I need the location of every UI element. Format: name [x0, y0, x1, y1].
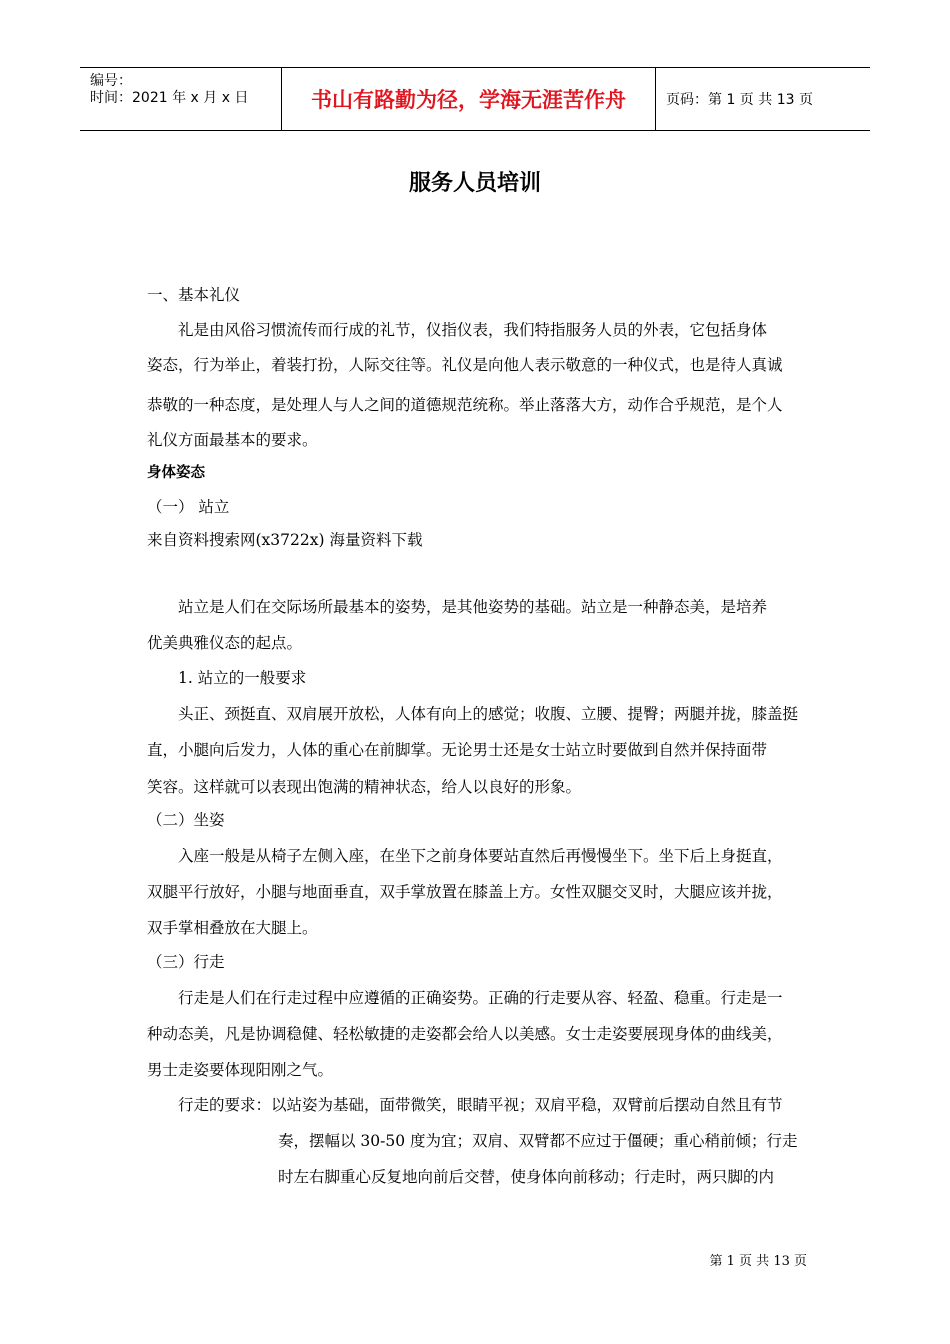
header-motto: 书山有路勤为径，学海无涯苦作舟: [281, 68, 656, 130]
paragraph-line: 双腿平行放好，小腿与地面垂直，双手掌放置在膝盖上方。女性双腿交叉时，大腿应该并拢，: [147, 883, 783, 901]
paragraph-line: 直，小腿向后发力，人体的重心在前脚掌。无论男士还是女士站立时要做到自然并保持面带: [147, 741, 768, 759]
subheading: （一） 站立: [147, 498, 230, 516]
paragraph-line: 行走的要求：以站姿为基础，面带微笑，眼睛平视；双肩平稳，双臂前后摆动自然且有节: [178, 1096, 783, 1114]
page-header: [80, 67, 870, 131]
paragraph-line: 男士走姿要体现阳刚之气。: [147, 1061, 334, 1079]
paragraph-line: 种动态美，凡是协调稳健、轻松敏捷的走姿都会给人以美感。女士走姿要展现身体的曲线美，: [147, 1025, 783, 1043]
paragraph-line: 恭敬的一种态度，是处理人与人之间的道德规范统称。举止落落大方，动作合乎规范，是个人: [147, 396, 783, 414]
paragraph-line: 奏，摆幅以 30-50 度为宜；双肩、双臂都不应过于僵硬；重心稍前倾；行走: [278, 1132, 798, 1150]
paragraph-line: 头正、颈挺直、双肩展开放松，人体有向上的感觉；收腹、立腰、提臀；两腿并拢，膝盖挺: [178, 705, 799, 723]
paragraph-line: 礼是由风俗习惯流传而行成的礼节，仪指仪表，我们特指服务人员的外表，它包括身体: [178, 321, 768, 339]
header-time: 时间：2021 年 x 月 x 日: [90, 90, 249, 106]
paragraph-line: 站立是人们在交际场所最基本的姿势，是其他姿势的基础。站立是一种静态美，是培养: [178, 598, 768, 616]
subheading: （三）行走: [147, 953, 225, 971]
page-footer: 第 1 页 共 13 页: [709, 1254, 807, 1269]
paragraph-line: 双手掌相叠放在大腿上。: [147, 919, 318, 937]
paragraph-line: 姿态，行为举止，着装打扮，人际交往等。礼仪是向他人表示敬意的一种仪式，也是待人真诚: [147, 356, 783, 374]
paragraph-line: 入座一般是从椅子左侧入座，在坐下之前身体要站直然后再慢慢坐下。坐下后上身挺直，: [178, 847, 783, 865]
paragraph-line: 时左右脚重心反复地向前后交替，使身体向前移动；行走时，两只脚的内: [278, 1168, 775, 1186]
subheading: 1. 站立的一般要求: [178, 669, 307, 687]
header-page-info: 页码：第 1 页 共 13 页: [666, 92, 813, 108]
section-heading: 一、基本礼仪: [147, 286, 241, 304]
paragraph-line: 礼仪方面最基本的要求。: [147, 431, 318, 449]
header-meta: [80, 68, 281, 130]
header-number: 编号：: [90, 73, 132, 89]
source-note: 来自资料搜索网(x3722x) 海量资料下载: [147, 531, 423, 549]
paragraph-line: 行走是人们在行走过程中应遵循的正确姿势。正确的行走要从容、轻盈、稳重。行走是一: [178, 989, 783, 1007]
document-title: 服务人员培训: [408, 171, 541, 196]
paragraph-line: 优美典雅仪态的起点。: [147, 634, 303, 652]
subheading: （二）坐姿: [147, 811, 225, 829]
subsection-heading: 身体姿态: [147, 465, 205, 481]
paragraph-line: 笑容。这样就可以表现出饱满的精神状态，给人以良好的形象。: [147, 778, 582, 796]
